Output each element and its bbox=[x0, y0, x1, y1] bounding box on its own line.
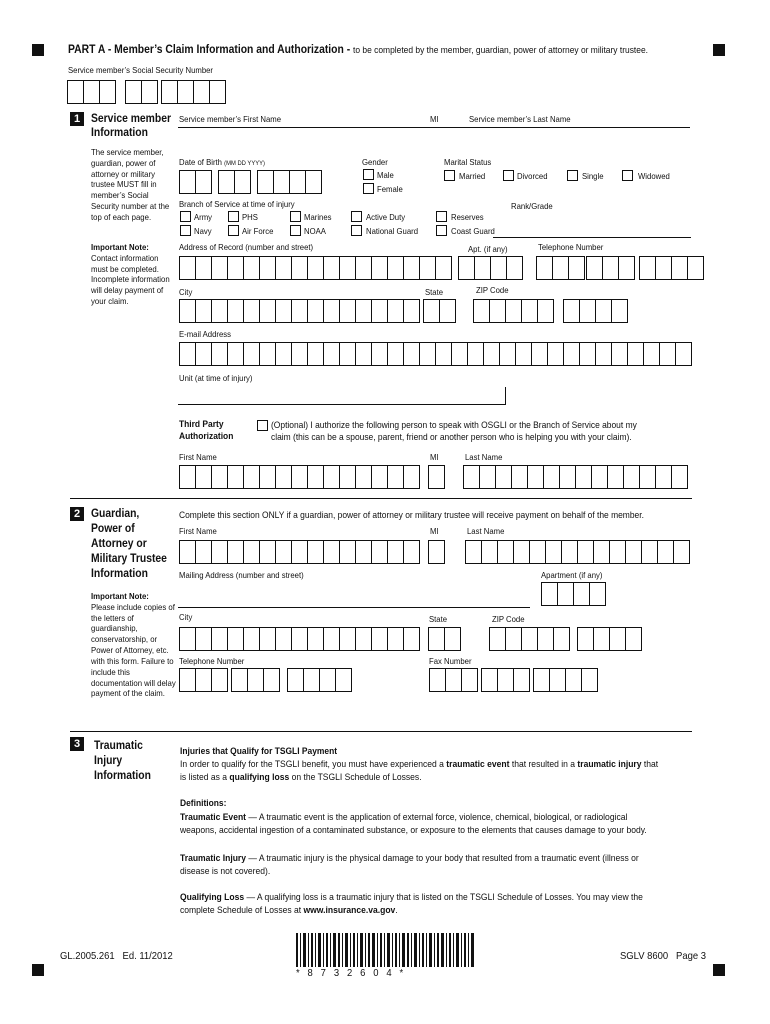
guardian-last-name-label: Last Name bbox=[467, 526, 505, 536]
email-label: E-mail Address bbox=[179, 329, 232, 339]
tp-first-name-field[interactable] bbox=[179, 465, 417, 489]
section-2-number: 2 bbox=[70, 507, 84, 521]
active-duty-label: Active Duty bbox=[366, 212, 406, 222]
divider bbox=[178, 127, 690, 128]
section-1-title: Service member Information bbox=[91, 113, 171, 140]
city-label: City bbox=[179, 287, 193, 297]
navy-checkbox[interactable] bbox=[180, 225, 191, 236]
apartment-field[interactable] bbox=[541, 582, 607, 606]
section-3-number: 3 bbox=[70, 737, 84, 751]
section-3-heading: Injuries that Qualify for TSGLI Payment bbox=[180, 745, 338, 756]
guardian-first-name-label: First Name bbox=[179, 526, 217, 536]
guardian-telephone-field[interactable] bbox=[179, 668, 354, 692]
male-checkbox[interactable] bbox=[363, 169, 374, 180]
marines-label: Marines bbox=[304, 212, 332, 222]
telephone-field[interactable] bbox=[536, 256, 696, 280]
third-party-title: Third Party Authorization bbox=[179, 418, 234, 441]
third-party-checkbox[interactable] bbox=[257, 420, 268, 431]
guardian-first-name-field[interactable] bbox=[179, 540, 417, 564]
definitions-heading: Definitions: bbox=[180, 797, 227, 808]
apt-label: Apt. (if any) bbox=[468, 244, 508, 254]
air-force-checkbox[interactable] bbox=[228, 225, 239, 236]
section-2-important: Important Note: Please include copies of the letters of guardianship, conservatorship, or Power of Attorney, etc. with this form. Failure to include this documentation will delay payment of the claim. bbox=[91, 592, 176, 699]
married-checkbox[interactable] bbox=[444, 170, 455, 181]
phs-label: PHS bbox=[242, 212, 258, 222]
section-3-title: Traumatic Injury Information bbox=[94, 740, 151, 782]
guardian-city-field[interactable] bbox=[179, 627, 419, 651]
va-insurance-link[interactable]: www.insurance.va.gov bbox=[303, 904, 396, 915]
form-footer-right: SGLV 8600 Page 3 bbox=[620, 950, 707, 962]
marital-label: Marital Status bbox=[444, 157, 492, 167]
female-label: Female bbox=[377, 184, 403, 194]
ssn-label: Service member’s Social Security Number bbox=[68, 65, 213, 75]
last-name-label: Service member’s Last Name bbox=[469, 114, 571, 124]
zip-label: ZIP Code bbox=[476, 285, 509, 295]
divorced-checkbox[interactable] bbox=[503, 170, 514, 181]
noaa-label: NOAA bbox=[304, 226, 326, 236]
apartment-label: Apartment (if any) bbox=[541, 570, 603, 580]
part-a-title: PART A - Member’s Claim Information and Authorization - bbox=[68, 44, 354, 56]
guardian-state-field[interactable] bbox=[428, 627, 461, 651]
state-label: State bbox=[425, 287, 444, 297]
male-label: Male bbox=[377, 170, 394, 180]
branch-label: Branch of Service at time of injury bbox=[179, 199, 295, 209]
section-1-important: Important Note: Contact information must be completed. Incomplete information will delay payment of your claim. bbox=[91, 243, 170, 307]
navy-label: Navy bbox=[194, 226, 212, 236]
registration-mark bbox=[32, 44, 44, 56]
dob-field[interactable] bbox=[179, 170, 351, 194]
unit-line[interactable] bbox=[178, 404, 506, 405]
guardian-zip-field[interactable] bbox=[489, 627, 695, 651]
traumatic-injury-definition: Traumatic Injury — A traumatic injury is the physical damage to your body that resulted from a traumatic event (illness or disease is not covered). bbox=[180, 853, 639, 876]
coast-guard-label: Coast Guard bbox=[451, 226, 495, 236]
email-field[interactable] bbox=[179, 342, 691, 366]
section-1-number: 1 bbox=[70, 112, 84, 126]
section-1-note: The service member, guardian, power of attorney or military trustee MUST fill in member’s Social Security number at the top of each page. bbox=[91, 148, 170, 222]
tp-mi-field[interactable] bbox=[428, 465, 445, 489]
guardian-state-label: State bbox=[429, 614, 448, 624]
telephone-label: Telephone Number bbox=[538, 242, 604, 252]
address-field[interactable] bbox=[179, 256, 449, 280]
rank-label: Rank/Grade bbox=[511, 201, 553, 211]
guardian-zip-label: ZIP Code bbox=[492, 614, 525, 624]
national-guard-label: National Guard bbox=[366, 226, 419, 236]
apt-field[interactable] bbox=[458, 256, 528, 280]
part-a-subtitle: to be completed by the member, guardian, power of attorney or military trustee. bbox=[353, 44, 649, 55]
section-2-title: Guardian, Power of Attorney or Military Trustee Information bbox=[91, 508, 167, 580]
registration-mark bbox=[713, 964, 725, 976]
tp-mi-label: MI bbox=[430, 452, 439, 462]
army-checkbox[interactable] bbox=[180, 211, 191, 222]
qualifying-loss-definition: Qualifying Loss — A qualifying loss is a traumatic injury that is listed on the TSGLI Schedule of Losses. You may view the complete Schedule of Losses at www.insurance.va.gov. bbox=[180, 892, 643, 915]
phs-checkbox[interactable] bbox=[228, 211, 239, 222]
gender-label: Gender bbox=[362, 157, 388, 167]
widowed-label: Widowed bbox=[638, 171, 670, 181]
qualify-paragraph: In order to qualify for the TSGLI benefit, you must have experienced a traumatic event that resulted in a traumatic injury that is listed as a qualifying loss on the TSGLI Schedule of Losses. bbox=[180, 759, 659, 782]
third-party-text: (Optional) I authorize the following person to speak with OSGLI or the Branch of Service about my claim (this can be a spouse, parent, friend or another person who is helping you with your claim). bbox=[271, 419, 637, 442]
registration-mark bbox=[713, 44, 725, 56]
address-label: Address of Record (number and street) bbox=[179, 242, 314, 252]
section-divider bbox=[70, 731, 692, 732]
air-force-label: Air Force bbox=[242, 226, 274, 236]
coast-guard-checkbox[interactable] bbox=[436, 225, 447, 236]
rank-line[interactable] bbox=[493, 237, 691, 238]
mailing-address-line[interactable] bbox=[178, 607, 530, 608]
zip-field[interactable] bbox=[473, 299, 695, 323]
state-field[interactable] bbox=[423, 299, 456, 323]
part-a-header bbox=[68, 43, 648, 57]
female-checkbox[interactable] bbox=[363, 183, 374, 194]
guardian-mi-label: MI bbox=[430, 526, 439, 536]
first-name-label: Service member’s First Name bbox=[179, 114, 282, 124]
mi-label: MI bbox=[430, 114, 439, 124]
ssn-field[interactable] bbox=[67, 80, 221, 104]
tp-last-name-field[interactable] bbox=[463, 465, 693, 489]
city-field[interactable] bbox=[179, 299, 419, 323]
guardian-city-label: City bbox=[179, 612, 193, 622]
single-checkbox[interactable] bbox=[567, 170, 578, 181]
national-guard-checkbox[interactable] bbox=[351, 225, 362, 236]
single-label: Single bbox=[582, 171, 604, 181]
fax-label: Fax Number bbox=[429, 656, 472, 666]
barcode bbox=[296, 933, 476, 967]
fax-field[interactable] bbox=[429, 668, 599, 692]
guardian-last-name-field[interactable] bbox=[465, 540, 695, 564]
widowed-checkbox[interactable] bbox=[622, 170, 633, 181]
registration-mark bbox=[32, 964, 44, 976]
active-duty-checkbox[interactable] bbox=[351, 211, 362, 222]
guardian-telephone-label: Telephone Number bbox=[179, 656, 245, 666]
tp-first-name-label: First Name bbox=[179, 452, 217, 462]
mailing-address-label: Mailing Address (number and street) bbox=[179, 570, 304, 580]
divorced-label: Divorced bbox=[517, 171, 548, 181]
married-label: Married bbox=[459, 171, 486, 181]
tp-last-name-label: Last Name bbox=[465, 452, 503, 462]
reserves-checkbox[interactable] bbox=[436, 211, 447, 222]
section-2-intro: Complete this section ONLY if a guardian, power of attorney or military trustee will receive payment on behalf of the member. bbox=[179, 509, 644, 520]
section-divider bbox=[70, 498, 692, 499]
army-label: Army bbox=[194, 212, 213, 222]
form-footer-left: GL.2005.261 Ed. 11/2012 bbox=[60, 950, 173, 962]
noaa-checkbox[interactable] bbox=[290, 225, 301, 236]
dob-label: Date of Birth (MM DD YYYY) bbox=[179, 157, 265, 167]
reserves-label: Reserves bbox=[451, 212, 484, 222]
traumatic-event-definition: Traumatic Event — A traumatic event is the application of external force, violence, chemical, biological, or radiological weapons, accidental ingestion of a contaminated substance, or exposure to the elements that causes damage to your body. bbox=[180, 812, 647, 835]
barcode-text: * 8 7 3 2 6 0 4 * bbox=[296, 967, 404, 979]
unit-line-end bbox=[505, 387, 506, 405]
guardian-mi-field[interactable] bbox=[428, 540, 445, 564]
unit-label: Unit (at time of injury) bbox=[179, 373, 253, 383]
marines-checkbox[interactable] bbox=[290, 211, 301, 222]
